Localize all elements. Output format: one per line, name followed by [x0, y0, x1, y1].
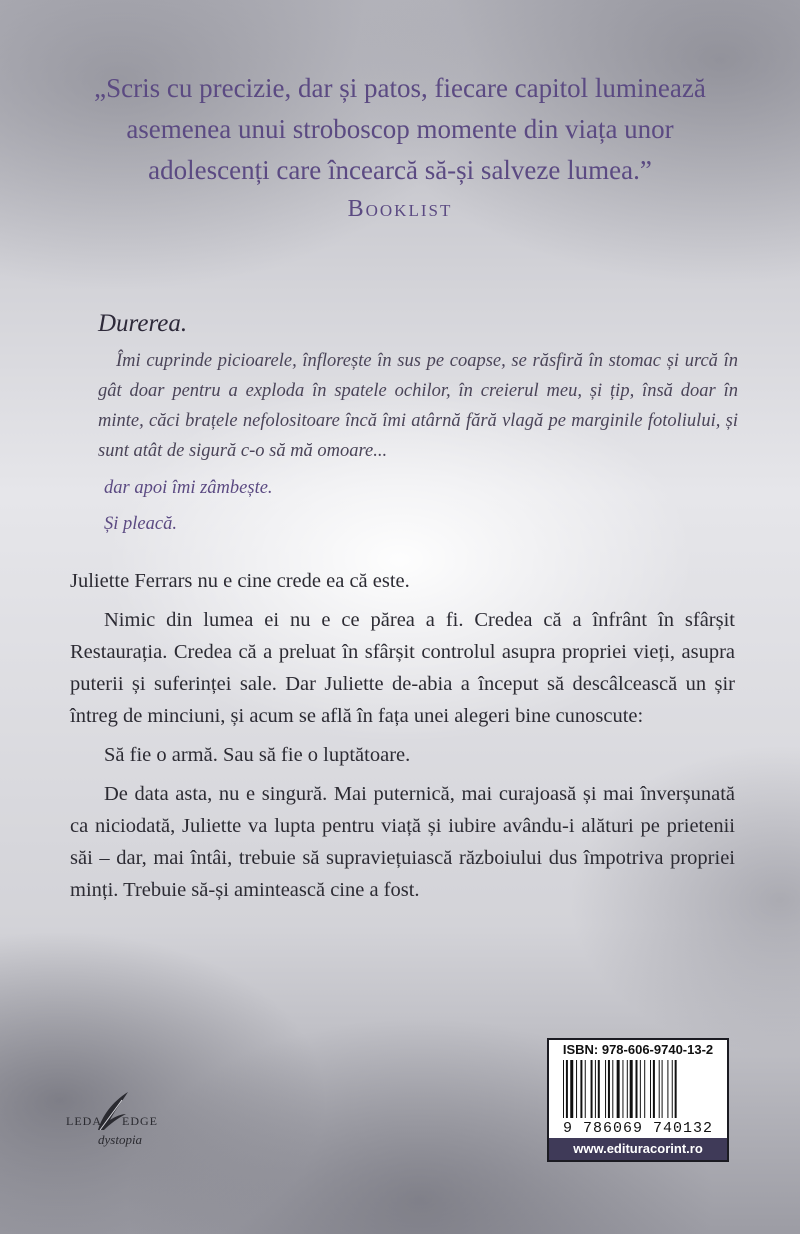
blurb-paragraph: De data asta, nu e singură. Mai puternică, mai curajoasă și mai înverșunată ca niciodată, Juliette va lupta pentru viață și iubire avându-i alături pe prietenii săi – dar, mai întâi, trebuie să supraviețuiască războiului dus împotriva propriei minți. Trebuie să-și amintească cine a fost.: [70, 783, 735, 901]
excerpt-title: Durerea.: [98, 310, 188, 337]
logo-text-right: EDGE: [122, 1114, 158, 1128]
quote-line: „Scris cu precizie, dar și patos, fiecare capitol luminează: [94, 73, 706, 103]
excerpt-body: Îmi cuprinde picioarele, înflorește în sus pe coapse, se răsfiră în stomac și urcă în gât doar pentru a exploda în spatele ochilor, în creierul meu, și țip, însă doar în minte, căci brațele nefolositoare încă îmi atârnă fără vlagă pe marginile fotoliului, și sunt atât de sigură c-o să mă omoare...: [98, 351, 738, 461]
quote-line: adolescenți care încearcă să-și salveze lumea.”: [148, 155, 652, 185]
logo-subtitle: dystopia: [98, 1132, 143, 1147]
publisher-logo: [66, 1090, 166, 1160]
publisher-website: www.edituracorint.ro: [547, 1138, 729, 1162]
logo-text-left: LEDA: [66, 1114, 102, 1128]
review-quote: [60, 68, 740, 227]
blurb-paragraph: Să fie o armă. Sau să fie o luptătoare.: [104, 744, 411, 766]
blurb-paragraph: Nimic din lumea ei nu e ce părea a fi. Credea că a înfrânt în sfârșit Restaurația. Credea că a preluat în sfârșit controlul asupra propriei vieți, asupra puterii și suferinței sale. Dar Juliette de-abia a început să descâlcească un șir întreg de minciuni, și acum se află în fața unei alegeri bine cunoscute:: [70, 609, 735, 727]
barcode-icon: [563, 1060, 715, 1118]
isbn-label: ISBN: 978-606-9740-13-2: [562, 1042, 714, 1057]
quote-source: Booklist: [347, 196, 453, 222]
book-excerpt: [98, 310, 738, 538]
blurb-paragraph: Juliette Ferrars nu e cine crede ea că este.: [70, 570, 410, 592]
excerpt-line: Și pleacă.: [104, 514, 177, 534]
book-blurb: [70, 565, 735, 913]
excerpt-line: dar apoi îmi zâmbește.: [104, 478, 273, 498]
quote-line: asemenea unui stroboscop momente din viața unor: [126, 114, 674, 144]
isbn-digits: 9 786069 740132: [562, 1120, 714, 1137]
